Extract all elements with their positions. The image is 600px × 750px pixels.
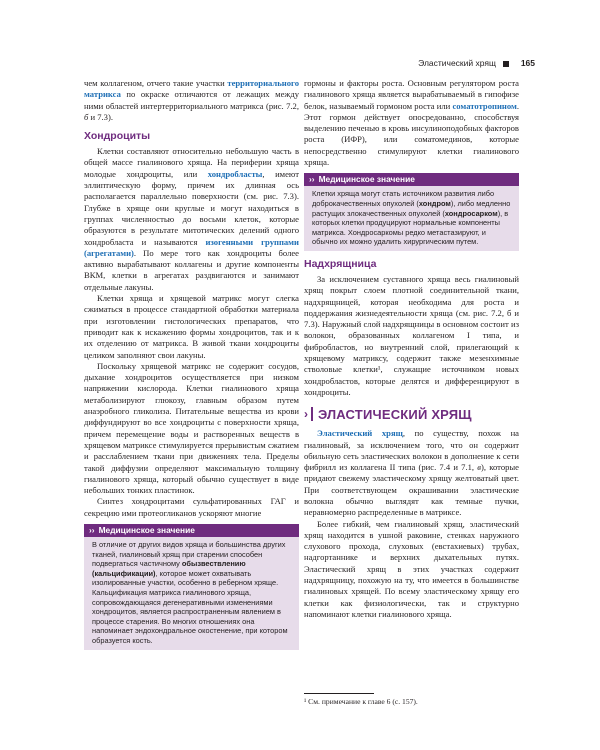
running-title: Эластический хрящ (418, 58, 496, 68)
clinical-box-text: В отличие от других видов хряща и большинства других тканей, гиалиновый хрящ при старении способен подвергаться частичному обызвествлению (кальцификации), которое может охватывать изолированные участки, особенно в реберном хряще. Кальцификация матрикса гиалинового хряща, сопровождающаяся дегенеративными изменениями хондроцитов, является распространенным явлением в процессе старения. Во многих отношениях она напоминает эндохондральное окостенение, при котором образуется кость. (92, 539, 288, 645)
running-header (0, 58, 600, 70)
clinical-box-header: ›› Медицинское значение (304, 173, 519, 186)
paragraph: Синтез хондроцитами сульфатированных ГАГ и секрецию ими протеогликанов ускоряют многие (84, 496, 299, 518)
footnote-text: ¹ См. примечание к главе 6 (с. 157). (304, 697, 418, 706)
paragraph: Эластический хрящ, по существу, похож на гиалиновый, за исключением того, что он содержит обильную сеть эластических волокон в дополнение к сети фибрилл из коллагена II типа (рис. 7.4 и 7.1, в), которые придают свежему эластическому хрящу желтоватый цвет. При соответствующем окрашивании эластические волокна обычно выглядят как темные пучки, неравномерно распределенные в матриксе. (304, 428, 519, 518)
page-number: 165 (520, 58, 535, 68)
paragraph: чем коллагеном, отчего такие участки территориального матрикса по окраске отличаются от лежащих между ними областей интертерриториального матрикса (рис. 7.2, б и 7.3). (84, 78, 299, 122)
chevron-right-icon: ›› (89, 524, 95, 535)
clinical-box (84, 524, 299, 650)
clinical-box-text: Клетки хряща могут стать источником развития либо доброкачественных опухолей (хондром), либо медленно растущих злокачественных опухолей (хондросарком), в которых клетки продуцируют нормальные компоненты матрикса. Хондросаркомы редко метастазируют, и обычно их можно удалить хирургическим путем. (312, 189, 511, 247)
section-bar (311, 407, 313, 421)
chevron-right-icon: › (304, 406, 308, 421)
clinical-box (304, 173, 519, 251)
paragraph: Поскольку хрящевой матрикс не содержит сосудов, дыхание хондроцитов осуществляется при низком напряжении кислорода. Клетки гиалинового хряща метаболизируют глюкозу, главным образом путем анаэробного гликолиза. Питательные вещества из крови диффундируют во все хондроциты с поверхности хряща, причем перемещение воды и растворенных веществ в хрящевом матриксе стимулируется прерывистым сжатием и расслаблением ткани при движениях тела. Пределы такой диффузии определяют максимальную толщину гиалинового хряща, который обычно существует в виде небольших тонких пластинок. (84, 360, 299, 496)
header-square-icon (503, 61, 509, 67)
footnote (304, 693, 519, 707)
subheading-chondrocytes: Хондроциты (84, 130, 151, 143)
paragraph: Клетки хряща и хрящевой матрикс могут слегка сжиматься в процессе стандартной обработки материала при изготовлении гистологических препаратов, что приводит как к искажению формы хондроцитов, так и к их отделению от матрикса. В живой ткани хондроциты целиком заполняют свои лакуны. (84, 293, 299, 360)
left-column (84, 78, 299, 656)
section-title: ЭЛАСТИЧЕСКИЙ ХРЯЩ (318, 406, 472, 422)
paragraph: Более гибкий, чем гиалиновый хрящ, эластический хрящ находится в ушной раковине, стенках наружного слухового прохода, слуховых (евстахиевых) трубах, надгортаннике и верхних дыхательных путях. Эластический хрящ в этих участках содержит надхрящницу, похожую на ту, что имеется в большинстве гиалиновых хрящей. По всему эластическому хрящу его клетки как физиологически, так и структурно напоминают клетки гиалинового хряща. (304, 518, 519, 619)
paragraph: Клетки составляют относительно небольшую часть в общей массе гиалинового хряща. На периферии хряща молодые хондроциты, или хондробласты, имеют эллиптическую форму, причем их длинная ось располагается параллельно поверхности (см. рис. 7.3). Глубже в хряще они круглые и могут находиться в группах численностью до восьми клеток, которые образуются в результате митотических делений одного хондробласта и называются изогенными группами (агрегатами). По мере того как хондроциты более активно вырабатывают коллагены и другие компоненты ВКМ, клетки в агрегатах раздвигаются и занимают отдельные лакуны. (84, 146, 299, 292)
section-heading (304, 406, 519, 422)
subheading-perichondrium: Надхрящница (304, 257, 377, 270)
paragraph: За исключением суставного хряща весь гиалиновый хрящ покрыт слоем плотной соединительной ткани, надхрящницей, которая необходима для роста и поддержания жизнедеятельности хряща (см. рис. 7.2, б и 7.3). Наружный слой надхрящницы в основном состоит из волокон, образованных коллагеном I типа, и фибробластов, но внутренний слой, прилегающий к хрящевому матриксу, содержит также мезенхимные стволовые клетки¹, служащие источником новых хондробластов, которые делятся и дифференцируют в хондроциты. (304, 273, 519, 397)
footnote-rule (304, 693, 374, 694)
clinical-box-header: ›› Медицинское значение (84, 524, 299, 537)
paragraph: гормоны и факторы роста. Основным регулятором роста гиалинового хряща является вырабатываемый в гипофизе белок, называемый гормоном роста или соматотропином. Этот гормон действует опосредованно, способствуя выделению печенью в кровь инсулиноподобных факторов роста (ИФР), или соматомединов, которые непосредственно стимулируют клетки гиалинового хряща. (304, 78, 519, 168)
right-column (304, 78, 519, 620)
chevron-right-icon: ›› (309, 174, 315, 185)
